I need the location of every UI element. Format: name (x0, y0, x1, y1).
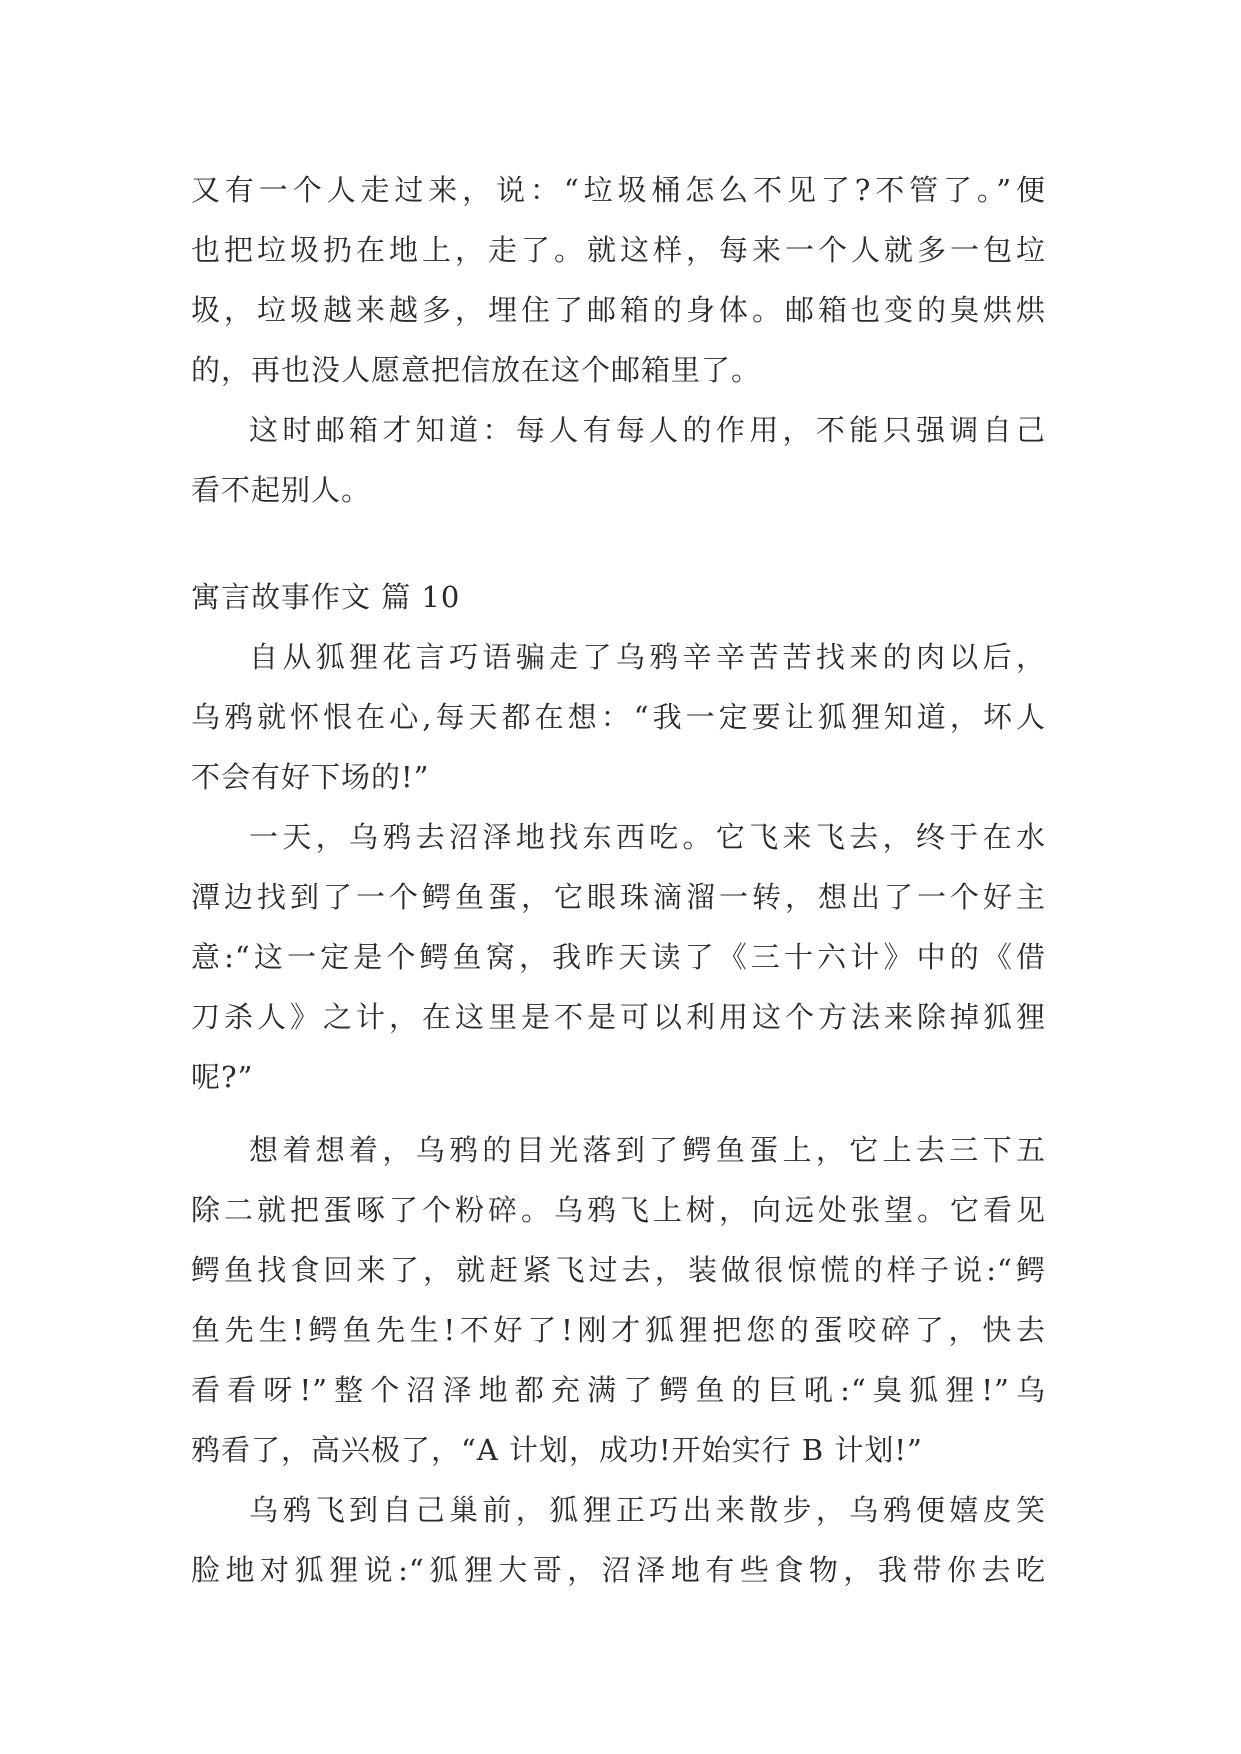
text-line: 脸地对狐狸说:“狐狸大哥，沼泽地有些食物，我带你去吃 (191, 1553, 1046, 1587)
text-line: 意:“这一定是个鳄鱼窝，我昨天读了《三十六计》中的《借 (191, 940, 1046, 974)
paragraph (191, 160, 1046, 400)
text-line: 想着想着，乌鸦的目光落到了鳄鱼蛋上，它上去三下五 (249, 1133, 1046, 1167)
document-body (191, 160, 1046, 1600)
paragraph (191, 627, 1046, 807)
text-line: 的，再也没人愿意把信放在这个邮箱里了。 (191, 353, 762, 387)
text-line: 刀杀人》之计，在这里是不是可以利用这个方法来除掉狐狸 (191, 1000, 1046, 1034)
text-line: 不会有好下场的!” (191, 760, 430, 794)
paragraph (191, 1120, 1046, 1480)
paragraph (191, 400, 1046, 520)
text-line: 这时邮箱才知道：每人有每人的作用，不能只强调自己 (249, 413, 1046, 447)
text-line: 看不起别人。 (191, 473, 372, 507)
paragraph (191, 807, 1046, 1107)
section-heading: 寓言故事作文 篇 10 (191, 580, 461, 614)
paragraph-spacer (191, 1107, 1046, 1120)
text-line: 除二就把蛋啄了个粉碎。乌鸦飞上树，向远处张望。它看见 (191, 1193, 1046, 1227)
text-line: 又有一个人走过来，说：“垃圾桶怎么不见了?不管了。”便 (191, 173, 1046, 207)
section-spacer (191, 520, 1046, 567)
text-line: 潭边找到了一个鳄鱼蛋，它眼珠滴溜一转，想出了一个好主 (191, 880, 1046, 914)
text-line: 鱼先生!鳄鱼先生!不好了!刚才狐狸把您的蛋咬碎了，快去 (191, 1313, 1046, 1347)
text-line: 鳄鱼找食回来了，就赶紧飞过去，装做很惊慌的样子说:“鳄 (191, 1253, 1046, 1287)
paragraph (191, 1480, 1046, 1600)
text-line: 乌鸦飞到自己巢前，狐狸正巧出来散步，乌鸦便嬉皮笑 (249, 1493, 1046, 1527)
text-line: 一天，乌鸦去沼泽地找东西吃。它飞来飞去，终于在水 (249, 820, 1046, 854)
text-line: 呢?” (191, 1060, 254, 1094)
text-line: 也把垃圾扔在地上，走了。就这样，每来一个人就多一包垃 (191, 233, 1046, 267)
text-line: 圾，垃圾越来越多，埋住了邮箱的身体。邮箱也变的臭烘烘 (191, 293, 1046, 327)
text-line: 自从狐狸花言巧语骗走了乌鸦辛辛苦苦找来的肉以后， (249, 640, 1046, 674)
text-line: 乌鸦就怀恨在心,每天都在想：“我一定要让狐狸知道，坏人 (191, 700, 1046, 734)
text-line: 鸦看了，高兴极了，“A 计划，成功!开始实行 B 计划!” (191, 1433, 923, 1467)
text-line: 看看呀!”整个沼泽地都充满了鳄鱼的巨吼:“臭狐狸!”乌 (191, 1373, 1046, 1407)
